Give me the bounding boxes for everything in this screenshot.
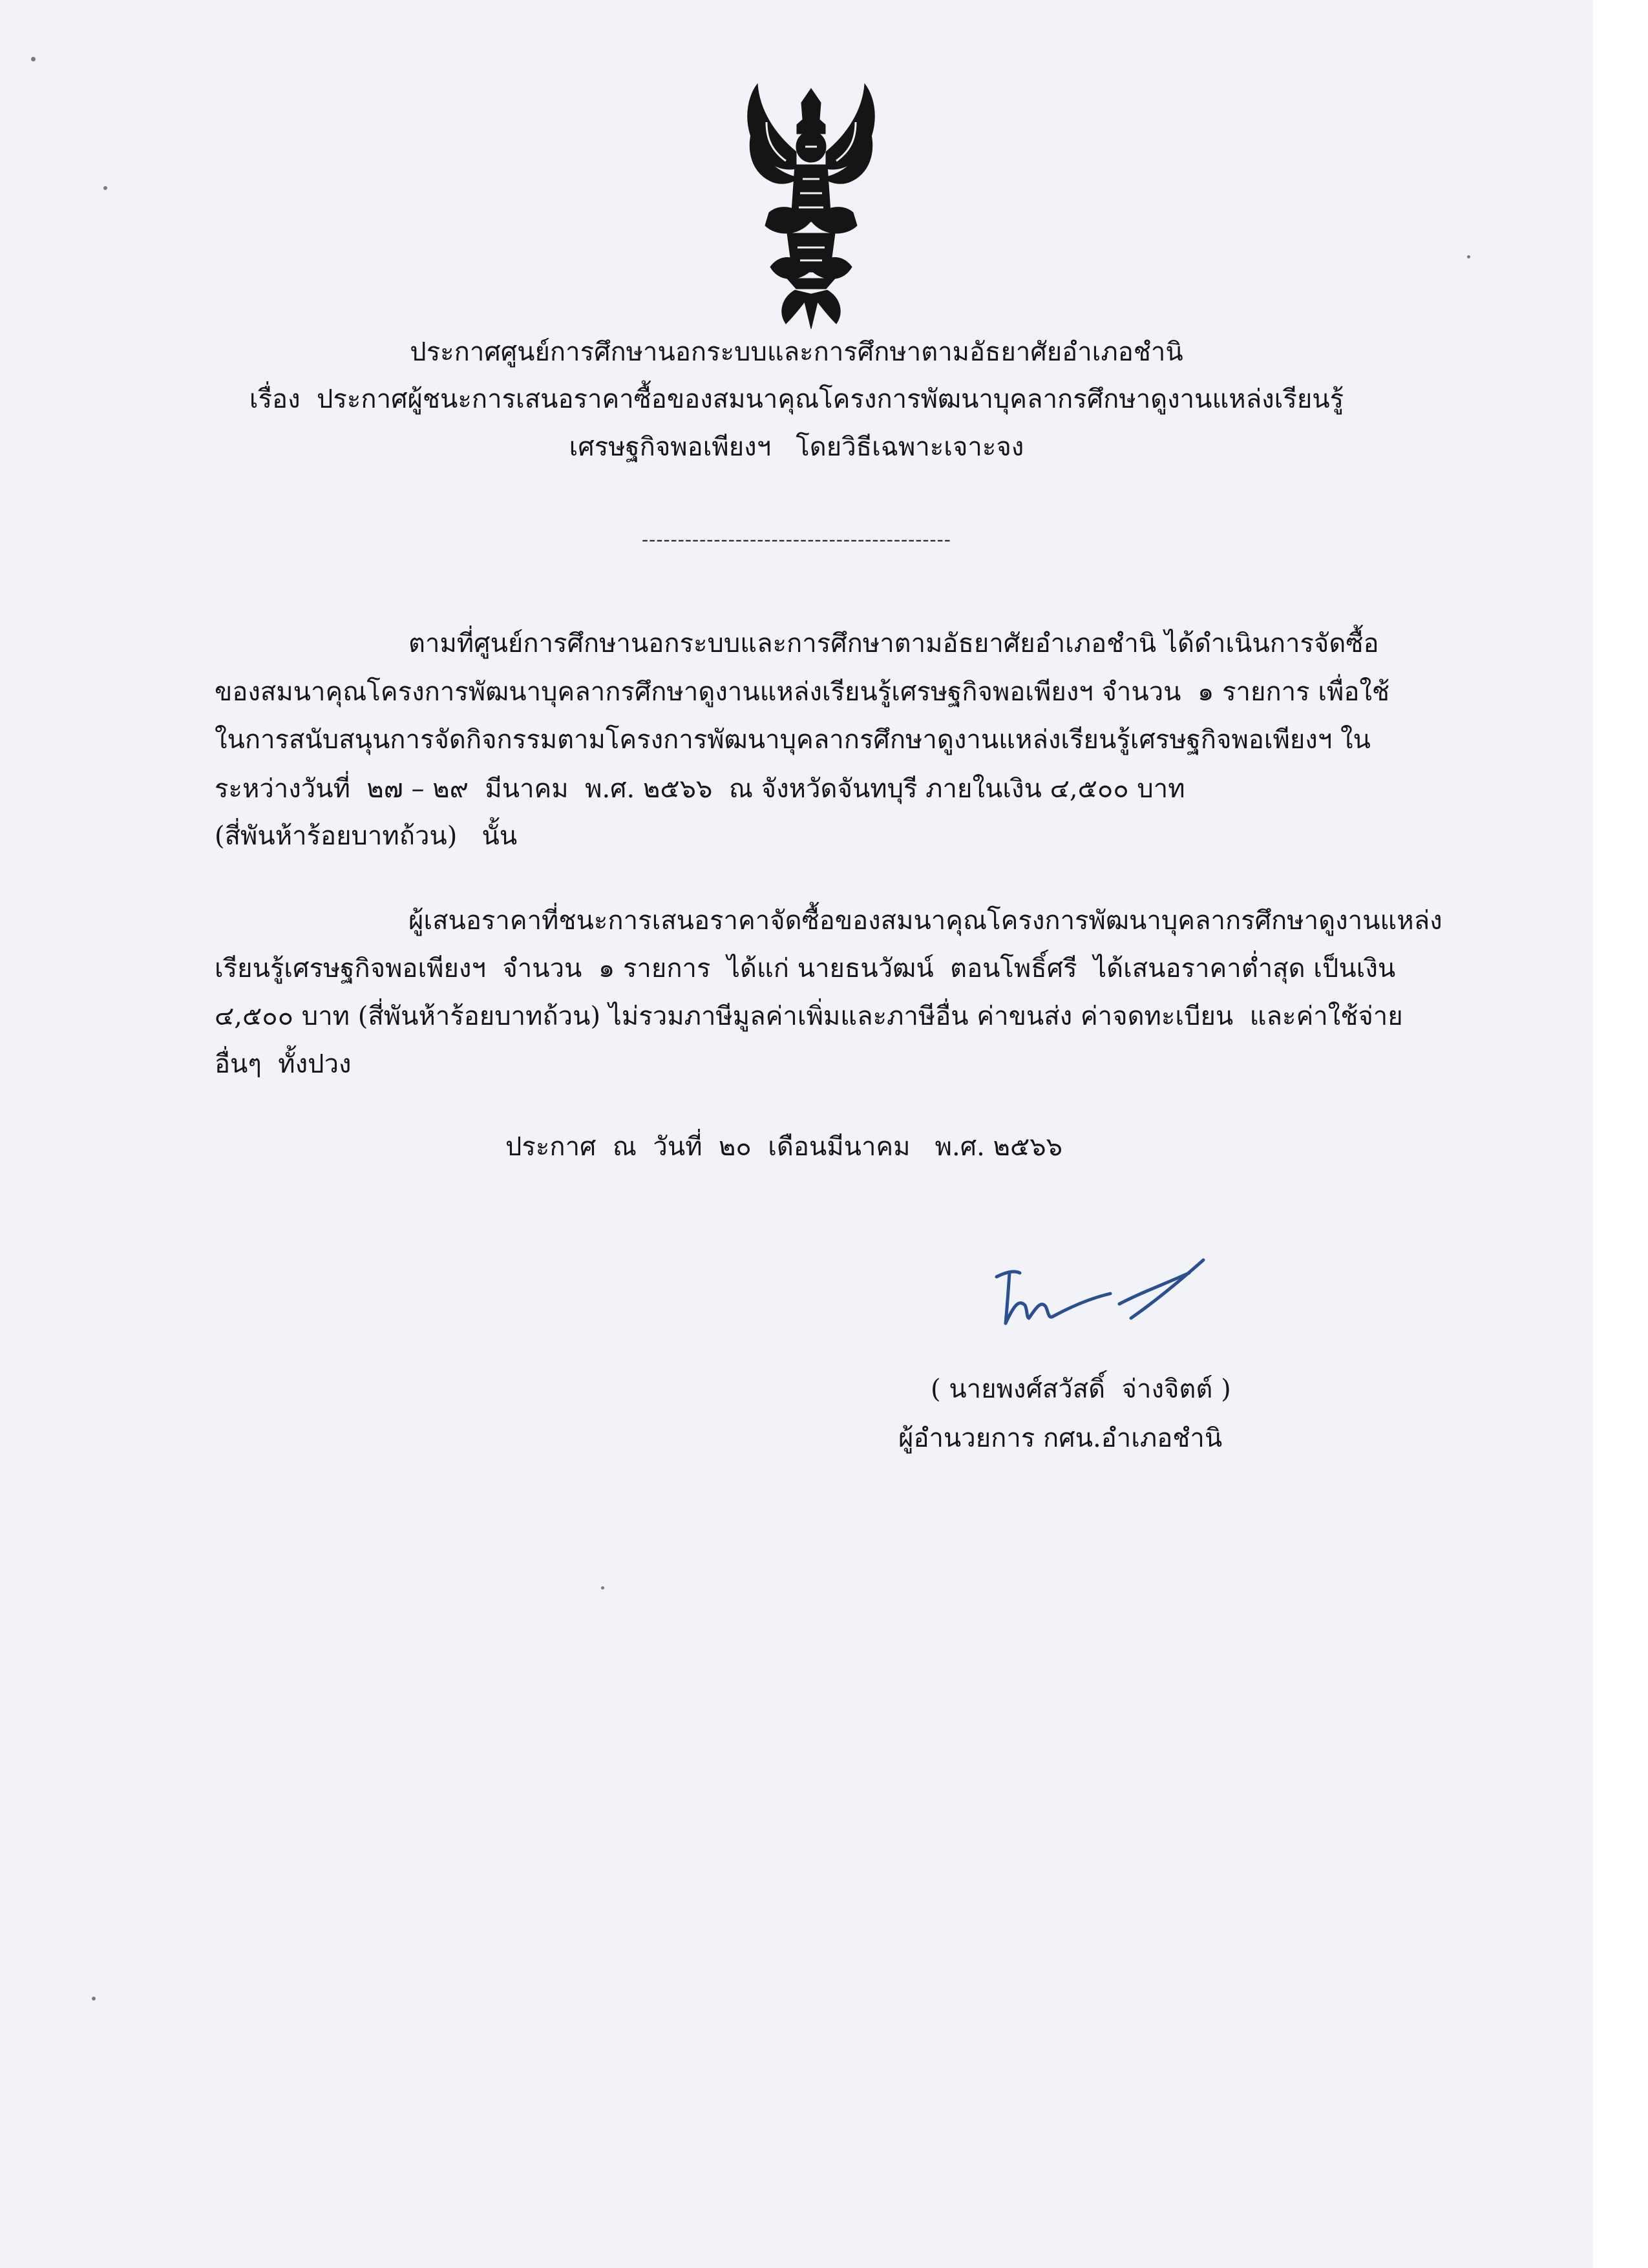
garuda-emblem	[724, 74, 898, 333]
title-divider: -------------------------------------------	[642, 529, 951, 551]
paragraph-1-line: ระหว่างวันที่ ๒๗ – ๒๙ มีนาคม พ.ศ. ๒๕๖๖ ณ จังหวัดจันทบุรี ภายในเงิน ๔,๕๐๐ บาท	[215, 774, 1185, 804]
paragraph-2-line: ๔,๕๐๐ บาท (สี่พันห้าร้อยบาทถ้วน) ไม่รวมภาษีมูลค่าเพิ่มและภาษีอื่น ค่าขนส่ง ค่าจดทะเบียน และค่าใช้จ่าย	[215, 1002, 1403, 1031]
paragraph-1-line: ตามที่ศูนย์การศึกษานอกระบบและการศึกษาตามอัธยาศัยอำเภอชำนิ ได้ดำเนินการจัดซื้อ	[408, 629, 1379, 658]
scan-speck	[92, 1997, 96, 2000]
document-subject: เรื่อง ประกาศผู้ชนะการเสนอราคาซื้อของสมนาคุณโครงการพัฒนาบุคลากรศึกษาดูงานแหล่งเรียนรู้	[249, 384, 1344, 414]
signatory-name: ( นายพงศ์สวัสดิ์ จ่างจิตต์ )	[931, 1374, 1231, 1404]
paragraph-1-line: ในการสนับสนุนการจัดกิจกรรมตามโครงการพัฒนาบุคลากรศึกษาดูงานแหล่งเรียนรู้เศรษฐกิจพอเพียงฯ ใน	[215, 725, 1371, 755]
scan-edge	[1593, 0, 1648, 2268]
paragraph-2-line: อื่นๆ ทั้งปวง	[215, 1049, 352, 1079]
scan-speck	[103, 186, 107, 190]
paragraph-2-line: ผู้เสนอราคาที่ชนะการเสนอราคาจัดซื้อของสมนาคุณโครงการพัฒนาบุคลากรศึกษาดูงานแหล่ง	[408, 906, 1442, 936]
paragraph-1-line: ของสมนาคุณโครงการพัฒนาบุคลากรศึกษาดูงานแหล่งเรียนรู้เศรษฐกิจพอเพียงฯ จำนวน ๑ รายการ เพื่อใช้	[215, 677, 1390, 707]
announcement-date: ประกาศ ณ วันที่ ๒๐ เดือนมีนาคม พ.ศ. ๒๕๖๖	[505, 1132, 1062, 1162]
paragraph-2-line: เรียนรู้เศรษฐกิจพอเพียงฯ จำนวน ๑ รายการ ได้แก่ นายธนวัฒน์ ตอนโพธิ์ศรี ได้เสนอราคาต่ำสุด เป็นเงิน	[215, 954, 1396, 983]
scan-speck	[1467, 255, 1470, 258]
signatory-position: ผู้อำนวยการ กศน.อำเภอชำนิ	[898, 1423, 1223, 1453]
scan-speck	[31, 57, 36, 61]
paragraph-1-line: (สี่พันห้าร้อยบาทถ้วน) นั้น	[215, 821, 518, 851]
scan-speck	[601, 1586, 604, 1590]
handwritten-signature	[969, 1247, 1228, 1344]
document-title: ประกาศศูนย์การศึกษานอกระบบและการศึกษาตามอัธยาศัยอำเภอชำนิ	[410, 337, 1183, 367]
document-subject-continued: เศรษฐกิจพอเพียงฯ โดยวิธีเฉพาะเจาะจง	[569, 432, 1024, 462]
